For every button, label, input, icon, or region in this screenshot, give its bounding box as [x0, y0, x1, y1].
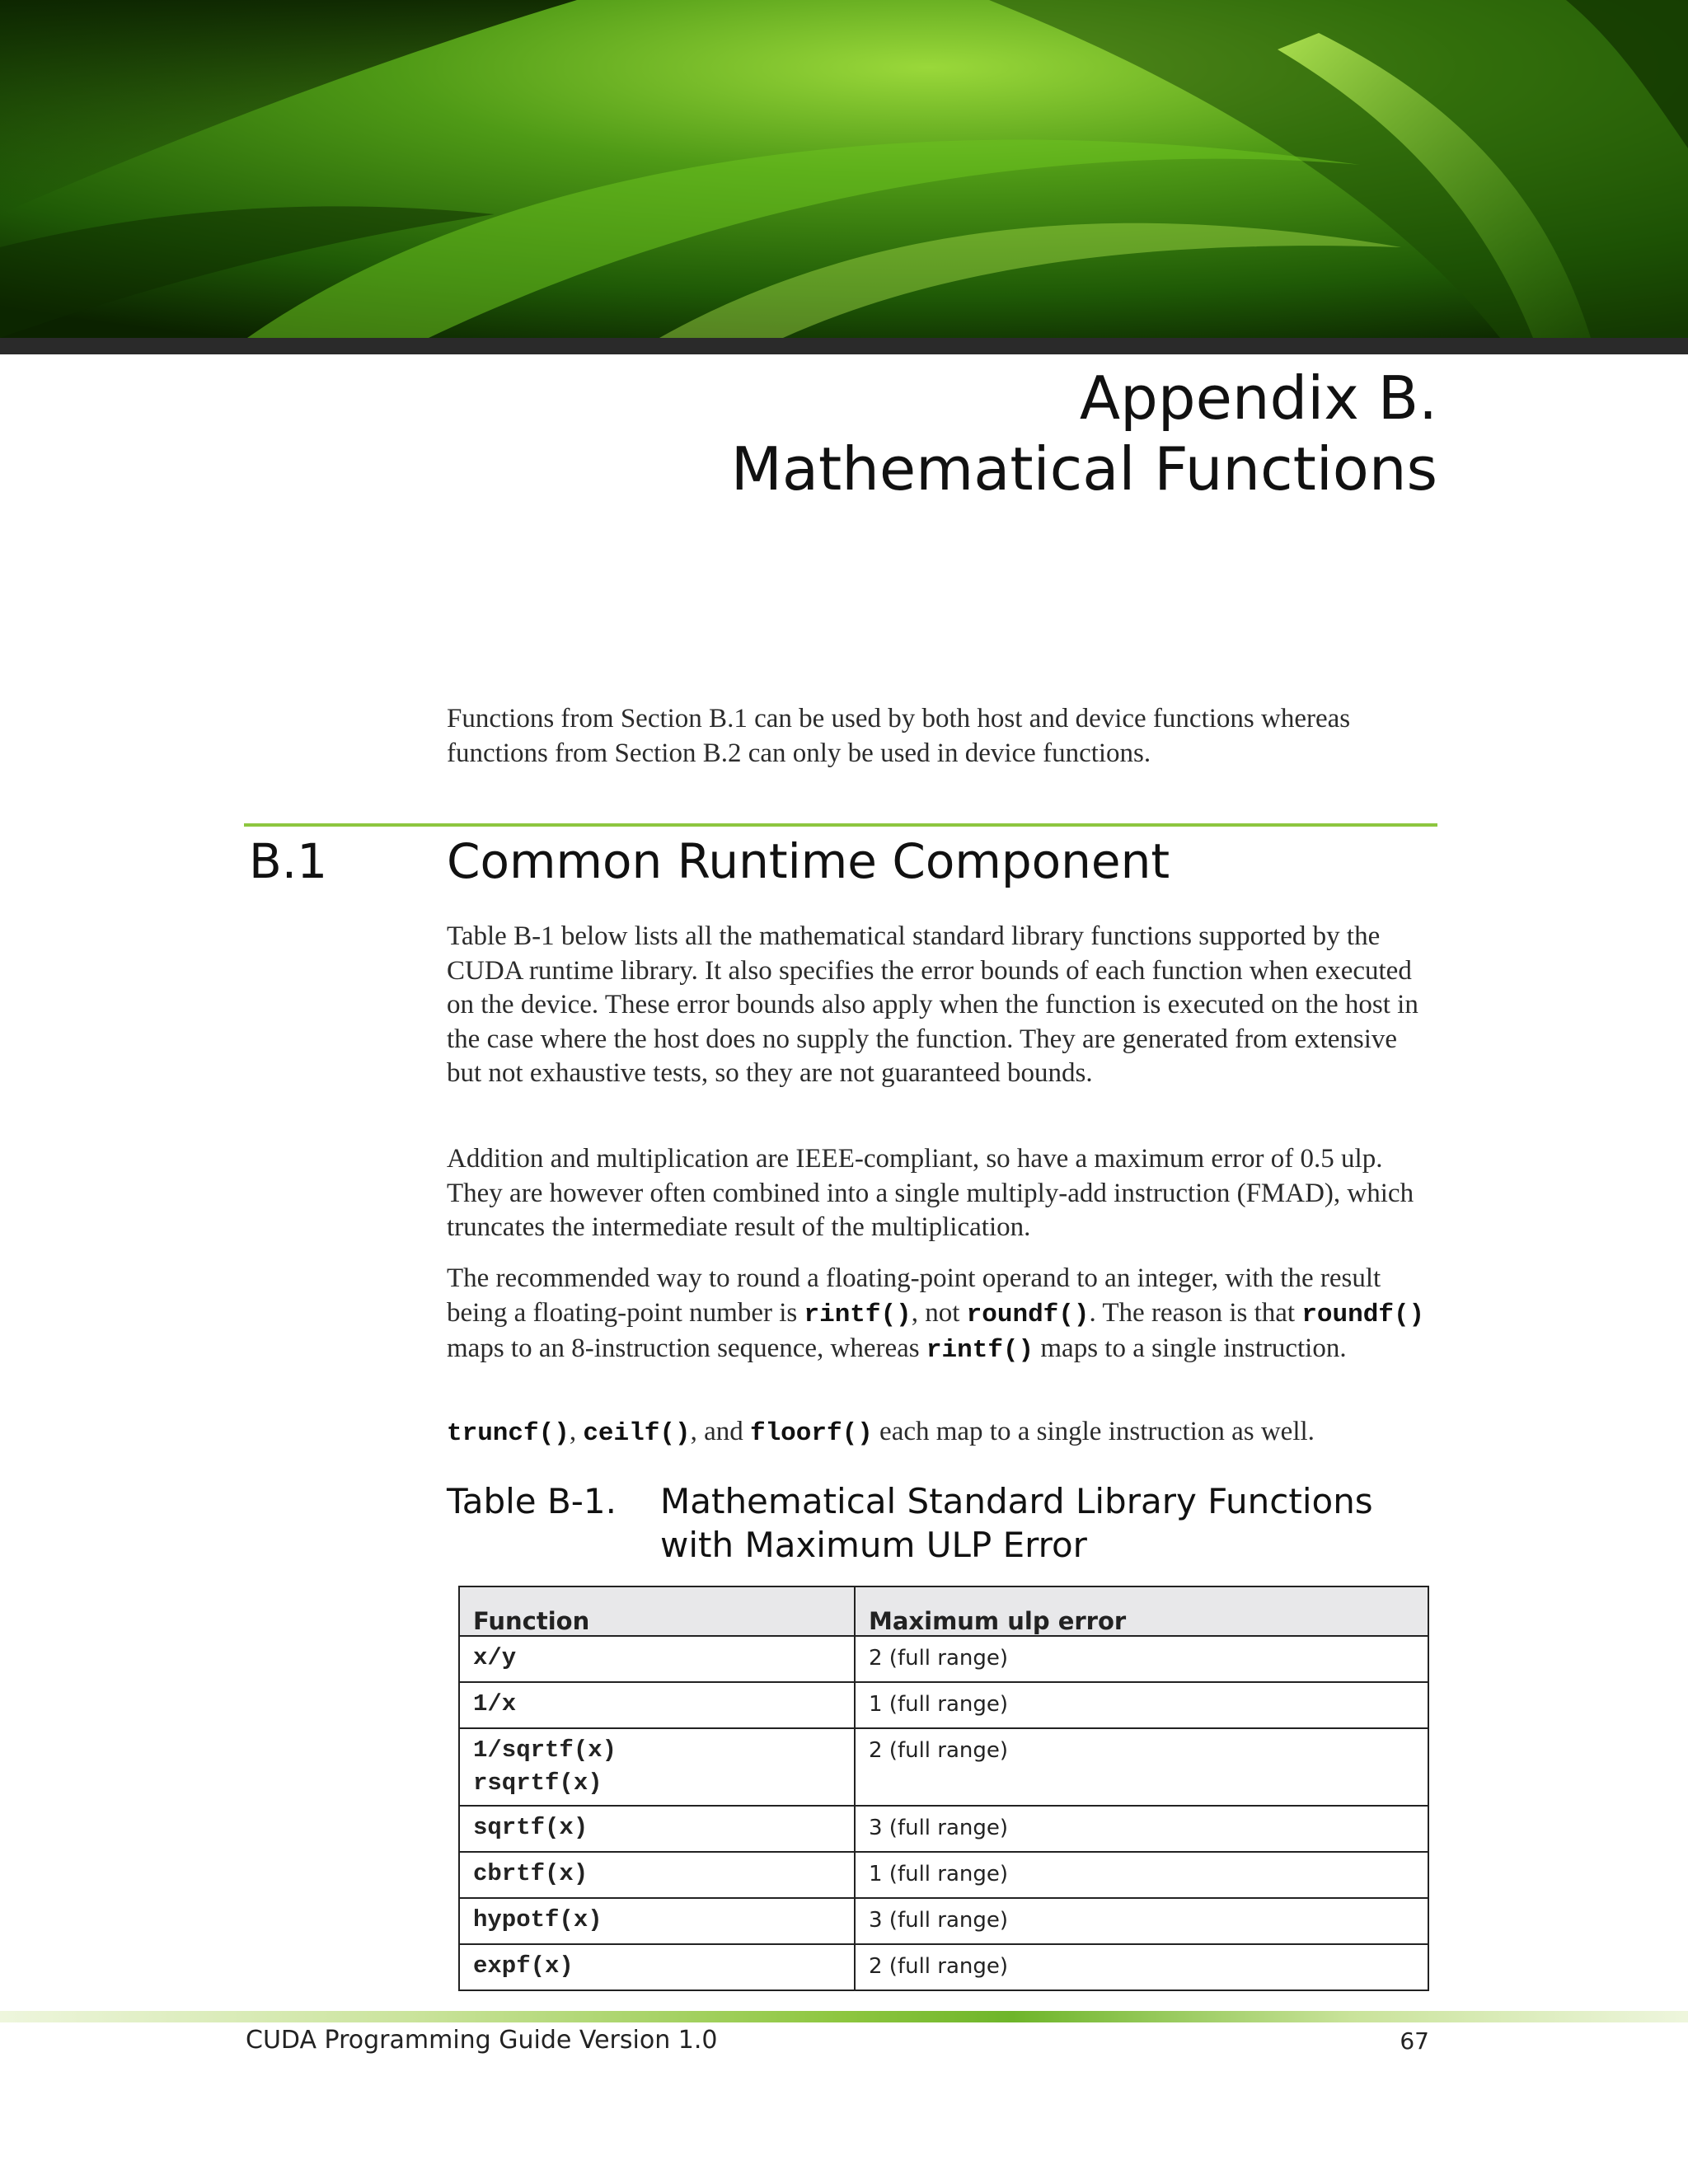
function-cell — [459, 1728, 855, 1806]
function-name: rsqrtf(x) — [473, 1769, 603, 1797]
function-name: x/y — [473, 1644, 517, 1671]
p4-code-floorf: floorf() — [749, 1419, 873, 1448]
function-name: 1/sqrtf(x) — [473, 1736, 617, 1764]
chapter-title-line2: Mathematical Functions — [730, 434, 1437, 504]
error-cell: 3 (full range) — [855, 1898, 1428, 1944]
header-function: Function — [459, 1586, 855, 1636]
table-header-row — [459, 1586, 1428, 1636]
chapter-title-line1: Appendix B. — [1079, 363, 1437, 433]
footer-document-title: CUDA Programming Guide Version 1.0 — [246, 2026, 718, 2055]
error-cell: 1 (full range) — [855, 1682, 1428, 1728]
chapter-title — [731, 363, 1437, 504]
body-paragraph-4 — [447, 1415, 1437, 1451]
p3-code-rintf-2: rintf() — [926, 1336, 1034, 1365]
header-max-ulp-error: Maximum ulp error — [855, 1586, 1428, 1636]
p3-text-5: maps to a single instruction. — [1034, 1333, 1347, 1363]
math-functions-table — [458, 1586, 1429, 1991]
function-cell — [459, 1806, 855, 1852]
p4-text-1: , — [569, 1417, 584, 1446]
function-name: expf(x) — [473, 1952, 574, 1980]
p3-code-rintf: rintf() — [804, 1300, 912, 1329]
function-cell — [459, 1682, 855, 1728]
p3-code-roundf: roundf() — [966, 1300, 1090, 1329]
function-cell — [459, 1636, 855, 1682]
error-cell: 2 (full range) — [855, 1728, 1428, 1806]
table-row — [459, 1806, 1428, 1852]
function-cell — [459, 1898, 855, 1944]
table-row — [459, 1944, 1428, 1990]
intro-paragraph: Functions from Section B.1 can be used by both host and device functions whereas functions from Section B.2 can only be used in device functions. — [447, 704, 1351, 768]
table-row — [459, 1682, 1428, 1728]
error-cell: 1 (full range) — [855, 1852, 1428, 1898]
function-name: 1/x — [473, 1690, 517, 1718]
p4-text-3: each map to a single instruction as well. — [872, 1417, 1315, 1446]
table-caption-text: Mathematical Standard Library Functions with Maximum ULP Error — [660, 1481, 1373, 1565]
error-cell: 2 (full range) — [855, 1944, 1428, 1990]
function-cell — [459, 1944, 855, 1990]
p4-text-2: , and — [690, 1417, 750, 1446]
p3-text-4: maps to an 8-instruction sequence, whereas — [447, 1333, 926, 1363]
page-number: 67 — [1400, 2027, 1429, 2055]
body-paragraph-1: Table B-1 below lists all the mathematical standard library functions supported by the CUDA runtime library. It also specifies the error bounds of each function when executed on the device. These error bounds also apply when the function is executed on the host in the case where the host does no supply the function. They are generated from extensive but not exhaustive tests, so they are not guaranteed bounds. — [447, 921, 1418, 1088]
table-row — [459, 1898, 1428, 1944]
footer-divider — [0, 2011, 1688, 2022]
p3-code-roundf-2: roundf() — [1301, 1300, 1425, 1329]
p3-text-2: , not — [911, 1297, 967, 1328]
function-cell — [459, 1852, 855, 1898]
error-cell: 3 (full range) — [855, 1806, 1428, 1852]
section-divider — [244, 823, 1437, 827]
table-row — [459, 1636, 1428, 1682]
banner-graphic — [0, 0, 1688, 338]
table-row — [459, 1852, 1428, 1898]
table-caption-number: Table B-1. — [447, 1481, 617, 1521]
section-title: Common Runtime Component — [447, 833, 1170, 889]
p3-text-3: . The reason is that — [1089, 1297, 1302, 1328]
p3-text-1: The recommended way to round a floating-point operand to an integer, with the result being a floating-point number is — [447, 1263, 1381, 1328]
section-number: B.1 — [249, 833, 328, 889]
function-name: hypotf(x) — [473, 1906, 603, 1933]
body-paragraph-3 — [447, 1262, 1437, 1368]
function-name: cbrtf(x) — [473, 1860, 588, 1887]
table-row — [459, 1728, 1428, 1806]
banner-bottom-bar — [0, 338, 1688, 354]
body-paragraph-2: Addition and multiplication are IEEE-compliant, so have a maximum error of 0.5 ulp. They are however often combined into a single multiply-add instruction (FMAD), which truncates the intermediate result of the multiplication. — [447, 1144, 1414, 1242]
p4-code-ceilf: ceilf() — [583, 1419, 691, 1448]
header-banner — [0, 0, 1688, 338]
error-cell: 2 (full range) — [855, 1636, 1428, 1682]
p4-code-truncf: truncf() — [447, 1419, 570, 1448]
function-name: sqrtf(x) — [473, 1814, 588, 1841]
